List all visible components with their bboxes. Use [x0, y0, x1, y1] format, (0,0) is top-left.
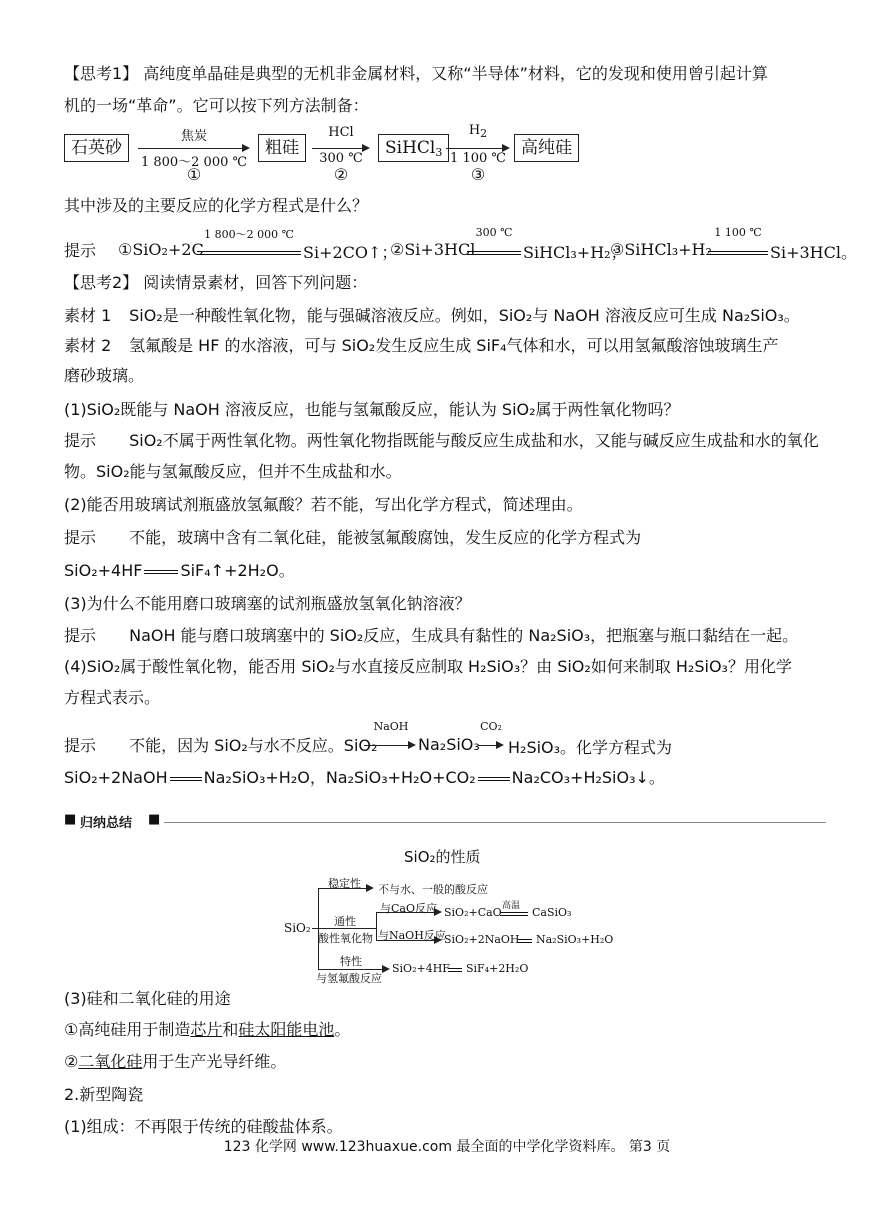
flow-arrow1 [138, 148, 248, 149]
flow-arrow2 [312, 148, 368, 149]
eq3-cond: 1 100 ℃ [714, 226, 762, 239]
answer-4-p3: H₂SiO₃。化学方程式为 [508, 738, 673, 757]
material2-text-l2: 磨砂玻璃。 [64, 366, 145, 385]
answer-3 [64, 625, 798, 647]
flow-arrow3 [446, 148, 508, 149]
eq3-right: Si+3HCl。 [770, 243, 857, 262]
diagram-b2a-label: 与CaO反应 [380, 902, 437, 915]
question-4-l1: (4)SiO₂属于酸性氧化物，能否用 SiO₂与水直接反应制取 H₂SiO₃？由 SiO₂如何来制取 H₂SiO₃？用化学 [64, 657, 792, 676]
diagram-b3-sign [448, 968, 462, 972]
answer-1-l1 [64, 430, 819, 452]
question-2: (2)能否用玻璃试剂瓶盛放氢氟酸？若不能，写出化学方程式，简述理由。 [64, 495, 583, 514]
eq-hf-sign [144, 570, 178, 574]
diagram-b2a-right: CaSiO₃ [532, 906, 572, 919]
flow-arrow3-top: $H_2$ [468, 123, 488, 140]
diagram-b2b-sign [518, 939, 532, 943]
answer-4-arrow1 [364, 745, 414, 746]
flow-arrow2-top: HCl [328, 125, 354, 140]
diagram-b3-left: SiO₂+4HF [392, 962, 450, 975]
flow-arrow3-bottom: 1 100 ℃ [450, 151, 506, 166]
answer-4-cond1: NaOH [373, 720, 409, 733]
eq2-cond: 300 ℃ [475, 226, 513, 239]
summary-bullet: ■ [64, 812, 77, 827]
eq-naoh-left: SiO₂+2NaOH [64, 768, 168, 787]
material1-text: SiO₂是一种酸性氧化物，能与强碱溶液反应。例如，SiO₂与 NaOH 溶液反应可生成 Na₂SiO₃。 [129, 306, 800, 325]
flow-arrow3-num: ③ [470, 165, 486, 184]
flow-box-crude-si: 粗硅 [258, 134, 306, 162]
diagram-b2b-label: 与NaOH反应 [378, 929, 446, 942]
eq3-sign [708, 251, 768, 255]
answer-2-l2 [64, 560, 295, 582]
page-footer: 123 化学网 www.123huaxue.com 最全面的中学化学资料库。 第3 页 [223, 1139, 671, 1155]
diagram-b1-top: 稳定性 [328, 877, 361, 890]
flow-arrow2-num: ② [333, 165, 349, 184]
eq1-right: Si+2CO↑； [303, 243, 398, 262]
think1-text-l2: 机的一场“革命”。它可以按下列方法制备： [64, 96, 369, 115]
flow-arrow1-bottom: 1 800～2 000 ℃ [140, 155, 248, 170]
eq-hf-left: SiO₂+4HF [64, 561, 143, 580]
uses-item-1: ①高纯硅用于制造芯片和硅太阳能电池。 [64, 1020, 351, 1039]
flow-box-quartz: 石英砂 [64, 134, 129, 162]
material2-label: 素材 2 [64, 336, 112, 355]
uses-item-2: ②二氧化硅用于生产光导纤维。 [64, 1052, 287, 1071]
answer-4-p1: 不能，因为 SiO₂与水不反应。SiO₂ [129, 736, 378, 755]
uses-title: (3)硅和二氧化硅的用途 [64, 989, 231, 1008]
flow-arrow1-top: 焦炭 [180, 129, 207, 144]
eq-co2-sign [478, 777, 510, 781]
answer-1-text-l1: SiO₂不属于两性氧化物。两性氧化物指既能与酸反应生成盐和水，又能与碱反应生成盐和水的氧化 [129, 431, 819, 450]
uses-chip: 芯片 [190, 1020, 223, 1039]
hint-label: 提示 [64, 431, 97, 450]
diagram-b3-right: SiF₄+2H₂O [466, 962, 529, 975]
uses-solar-cell: 硅太阳能电池 [238, 1020, 335, 1039]
hint-label: 提示 [64, 528, 97, 547]
eq2-left: ②Si+3HCl [390, 240, 476, 259]
eq1-cond: 1 800～2 000 ℃ [204, 228, 294, 241]
think1-tag: 【思考1】 [64, 64, 139, 83]
diagram-brace [318, 888, 319, 970]
diagram-b2b-right: Na₂SiO₃+H₂O [536, 933, 614, 946]
diagram-b2a-left: SiO₂+CaO [444, 906, 502, 919]
flow-arrow1-num: ① [186, 165, 202, 184]
diagram-b2a-cond: 高温 [502, 901, 521, 911]
eq-co2-mid: Na₂SiO₃+H₂O，Na₂SiO₃+H₂O+CO₂ [203, 768, 476, 787]
eq-co2-end: Na₂CO₃+H₂SiO₃↓。 [511, 768, 665, 787]
eq-hf-right: SiF₄↑+2H₂O。 [180, 561, 295, 580]
answer-4-arrow2 [478, 745, 502, 746]
summary-title: 归纳总结 [80, 816, 133, 831]
question-1: (1)SiO₂既能与 NaOH 溶液反应，也能与氢氟酸反应，能认为 SiO₂属于两性氧化物吗？ [64, 400, 680, 419]
ceramic-item-1: (1)组成：不再限于传统的硅酸盐体系。 [64, 1117, 343, 1136]
answer-4-equations [64, 767, 665, 789]
flow-box-sihcl3: SiHCl$_3$ [378, 134, 449, 162]
diagram-title: SiO₂的性质 [404, 848, 481, 866]
hint-label: 提示 [64, 241, 97, 260]
summary-rule [164, 822, 826, 823]
answer-2-l1 [64, 527, 641, 549]
think2-line [64, 272, 367, 294]
hint-label: 提示 [64, 626, 97, 645]
material1-label: 素材 1 [64, 306, 112, 325]
eq2-right: SiHCl₃+H₂； [523, 243, 627, 262]
diagram-b3-top: 特性 [340, 955, 362, 968]
diagram-b2-bottom: 酸性氧化物 [318, 932, 373, 945]
think1-line1 [64, 63, 768, 85]
answer-4-cond2: CO₂ [480, 720, 502, 733]
flow-arrow2-bottom: 300 ℃ [319, 151, 363, 166]
answer-1-l2: 物。SiO₂能与氢氟酸反应，但并不生成盐和水。 [64, 462, 402, 481]
eq-naoh-sign [170, 777, 202, 781]
diagram-b1-end: 不与水、一般的酸反应 [378, 883, 488, 896]
think2-tag: 【思考2】 [64, 273, 139, 292]
eq2-sign [467, 251, 521, 255]
material2-text-l1: 氢氟酸是 HF 的水溶液，可与 SiO₂发生反应生成 SiF₄气体和水，可以用氢氟酸溶蚀玻璃生产 [129, 336, 779, 355]
answer-4-p2: Na₂SiO₃ [418, 735, 480, 754]
diagram-b2-top: 通性 [334, 915, 356, 928]
answer-3-text: NaOH 能与磨口玻璃塞中的 SiO₂反应，生成具有黏性的 Na₂SiO₃，把瓶塞与瓶口黏结在一起。 [129, 626, 799, 645]
ceramic-title: 2.新型陶瓷 [64, 1085, 144, 1104]
question-main: 其中涉及的主要反应的化学方程式是什么？ [64, 196, 369, 215]
diagram-b2a-sign [500, 912, 528, 916]
material1 [64, 305, 800, 327]
diagram-b3-bottom: 与氢氟酸反应 [316, 972, 382, 985]
question-4-l2: 方程式表示。 [64, 688, 161, 707]
diagram-root: SiO₂ [284, 921, 311, 935]
material2-l1 [64, 335, 779, 357]
answer-2-text-l1: 不能，玻璃中含有二氧化硅，能被氢氟酸腐蚀，发生反应的化学方程式为 [129, 528, 642, 547]
think1-text-l1: 高纯度单晶硅是典型的无机非金属材料，又称“半导体”材料，它的发现和使用曾引起计算 [143, 64, 768, 83]
question-3: (3)为什么不能用磨口玻璃塞的试剂瓶盛放氢氧化钠溶液？ [64, 594, 471, 613]
flow-box-pure-si: 高纯硅 [514, 134, 579, 162]
eq1-left: ①SiO₂+2C [118, 240, 204, 259]
diagram-b2b-left: SiO₂+2NaOH [444, 933, 520, 946]
think2-text: 阅读情景素材，回答下列问题： [143, 273, 368, 292]
hint-label: 提示 [64, 736, 97, 755]
summary-bullet-right: ■ [148, 812, 161, 827]
eq1-sign [197, 251, 301, 255]
eq3-left: ③SiHCl₃+H₂ [610, 240, 712, 259]
uses-silica: 二氧化硅 [78, 1052, 143, 1071]
